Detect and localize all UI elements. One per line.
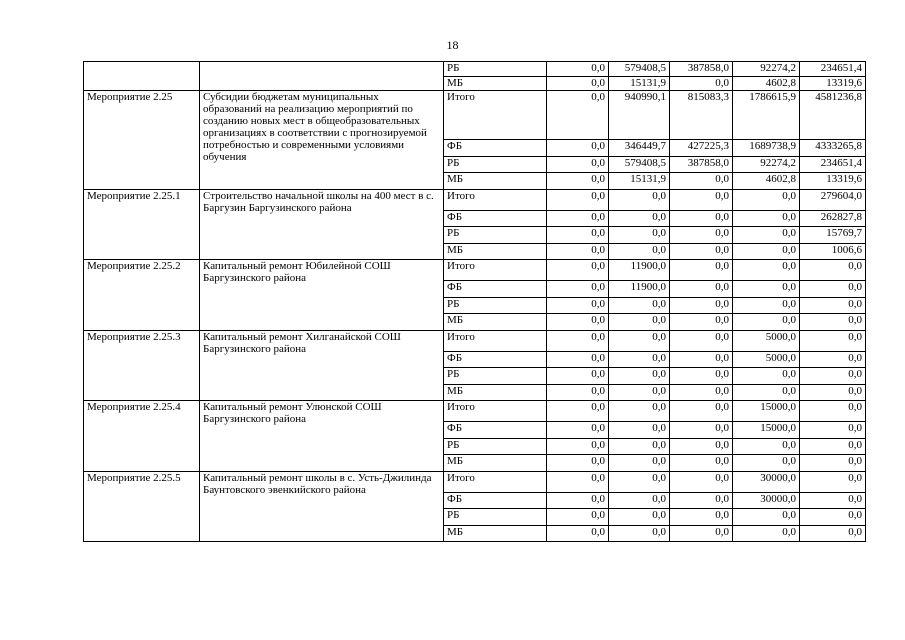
value-cell: 815083,3 (670, 91, 733, 140)
source-cell: Итого (444, 471, 547, 492)
value-cell: 940990,1 (609, 91, 670, 140)
source-cell: ФБ (444, 422, 547, 439)
value-cell: 0,0 (609, 297, 670, 314)
value-cell: 0,0 (670, 384, 733, 401)
value-cell: 30000,0 (733, 471, 800, 492)
value-cell: 427225,3 (670, 140, 733, 157)
value-cell: 15000,0 (733, 422, 800, 439)
value-cell: 4602,8 (733, 76, 800, 91)
value-cell: 0,0 (800, 384, 866, 401)
table-row (84, 62, 866, 77)
value-cell: 0,0 (547, 384, 609, 401)
value-cell: 0,0 (733, 210, 800, 227)
value-cell: 387858,0 (670, 156, 733, 173)
value-cell: 0,0 (733, 509, 800, 526)
table-row (84, 401, 866, 422)
value-cell: 0,0 (547, 76, 609, 91)
value-cell: 0,0 (733, 368, 800, 385)
source-cell: МБ (444, 76, 547, 91)
budget-table (83, 61, 866, 542)
value-cell: 0,0 (547, 297, 609, 314)
value-cell: 0,0 (800, 330, 866, 351)
value-cell: 11900,0 (609, 281, 670, 298)
value-cell: 0,0 (609, 384, 670, 401)
measure-name-cell: Капитальный ремонт школы в с. Усть-Джилинда Баунтовского эвенкийского района (200, 471, 444, 542)
value-cell: 387858,0 (670, 62, 733, 77)
value-cell: 0,0 (547, 492, 609, 509)
value-cell: 0,0 (547, 91, 609, 140)
value-cell: 0,0 (670, 401, 733, 422)
value-cell: 15131,9 (609, 173, 670, 190)
value-cell: 0,0 (547, 422, 609, 439)
value-cell: 0,0 (800, 525, 866, 542)
value-cell: 0,0 (733, 455, 800, 472)
value-cell: 0,0 (547, 368, 609, 385)
continuation-name-cell (200, 62, 444, 91)
value-cell: 0,0 (547, 330, 609, 351)
value-cell: 579408,5 (609, 156, 670, 173)
value-cell: 0,0 (547, 227, 609, 244)
value-cell: 4333265,8 (800, 140, 866, 157)
value-cell: 0,0 (670, 422, 733, 439)
measure-code-cell: Мероприятие 2.25.4 (84, 401, 200, 472)
measure-name-cell: Строительство начальной школы на 400 мест в с. Баргузин Баргузинского района (200, 189, 444, 260)
value-cell: 0,0 (670, 455, 733, 472)
measure-code-cell: Мероприятие 2.25.1 (84, 189, 200, 260)
value-cell: 0,0 (670, 492, 733, 509)
source-cell: ФБ (444, 281, 547, 298)
value-cell: 0,0 (670, 260, 733, 281)
value-cell: 0,0 (547, 156, 609, 173)
value-cell: 0,0 (670, 314, 733, 331)
value-cell: 0,0 (609, 210, 670, 227)
measure-name-cell: Капитальный ремонт Юбилейной СОШ Баргузинского района (200, 260, 444, 331)
value-cell: 0,0 (670, 76, 733, 91)
value-cell: 0,0 (609, 314, 670, 331)
source-cell: РБ (444, 156, 547, 173)
value-cell: 0,0 (609, 368, 670, 385)
value-cell: 30000,0 (733, 492, 800, 509)
value-cell: 0,0 (800, 314, 866, 331)
value-cell: 0,0 (670, 210, 733, 227)
measure-code-cell: Мероприятие 2.25 (84, 91, 200, 190)
value-cell: 0,0 (800, 455, 866, 472)
measure-name-cell: Капитальный ремонт Улюнской СОШ Баргузинского района (200, 401, 444, 472)
page-number: 18 (446, 38, 459, 52)
value-cell: 0,0 (609, 189, 670, 210)
value-cell: 0,0 (670, 189, 733, 210)
value-cell: 0,0 (609, 330, 670, 351)
value-cell: 0,0 (609, 243, 670, 260)
value-cell: 0,0 (733, 297, 800, 314)
source-cell: Итого (444, 189, 547, 210)
value-cell: 0,0 (733, 525, 800, 542)
value-cell: 0,0 (547, 210, 609, 227)
value-cell: 1786615,9 (733, 91, 800, 140)
value-cell: 0,0 (547, 438, 609, 455)
table-row (84, 260, 866, 281)
value-cell: 0,0 (670, 368, 733, 385)
value-cell: 0,0 (609, 471, 670, 492)
value-cell: 0,0 (800, 281, 866, 298)
measure-name-cell: Субсидии бюджетам муниципальных образований на реализацию мероприятий по созданию новых мест в общеобразовательных организациях в соответствии с прогнозируемой потребностью и современными условиями обучения (200, 91, 444, 190)
value-cell: 0,0 (670, 173, 733, 190)
value-cell: 0,0 (670, 330, 733, 351)
value-cell: 0,0 (609, 351, 670, 368)
value-cell: 0,0 (733, 384, 800, 401)
value-cell: 0,0 (733, 281, 800, 298)
value-cell: 0,0 (670, 509, 733, 526)
value-cell: 262827,8 (800, 210, 866, 227)
source-cell: ФБ (444, 351, 547, 368)
measure-code-cell: Мероприятие 2.25.3 (84, 330, 200, 401)
value-cell: 0,0 (547, 281, 609, 298)
value-cell: 5000,0 (733, 351, 800, 368)
value-cell: 0,0 (800, 471, 866, 492)
value-cell: 0,0 (670, 438, 733, 455)
value-cell: 0,0 (733, 314, 800, 331)
value-cell: 0,0 (670, 281, 733, 298)
source-cell: МБ (444, 525, 547, 542)
measure-code-cell: Мероприятие 2.25.2 (84, 260, 200, 331)
source-cell: РБ (444, 297, 547, 314)
value-cell: 0,0 (733, 227, 800, 244)
value-cell: 0,0 (547, 314, 609, 331)
table-row (84, 330, 866, 351)
value-cell: 0,0 (547, 173, 609, 190)
value-cell: 0,0 (800, 492, 866, 509)
source-cell: МБ (444, 173, 547, 190)
value-cell: 234651,4 (800, 62, 866, 77)
value-cell: 0,0 (547, 189, 609, 210)
value-cell: 0,0 (800, 297, 866, 314)
value-cell: 0,0 (670, 471, 733, 492)
value-cell: 0,0 (670, 525, 733, 542)
value-cell: 11900,0 (609, 260, 670, 281)
source-cell: РБ (444, 227, 547, 244)
value-cell: 0,0 (609, 422, 670, 439)
value-cell: 579408,5 (609, 62, 670, 77)
value-cell: 0,0 (609, 455, 670, 472)
continuation-code-cell (84, 62, 200, 91)
value-cell: 0,0 (609, 227, 670, 244)
value-cell: 0,0 (609, 509, 670, 526)
source-cell: МБ (444, 243, 547, 260)
measure-name-cell: Капитальный ремонт Хилганайской СОШ Баргузинского района (200, 330, 444, 401)
table-row (84, 471, 866, 492)
value-cell: 5000,0 (733, 330, 800, 351)
value-cell: 15131,9 (609, 76, 670, 91)
value-cell: 0,0 (670, 243, 733, 260)
value-cell: 0,0 (733, 260, 800, 281)
source-cell: ФБ (444, 492, 547, 509)
value-cell: 0,0 (609, 401, 670, 422)
value-cell: 0,0 (547, 455, 609, 472)
source-cell: РБ (444, 438, 547, 455)
value-cell: 234651,4 (800, 156, 866, 173)
source-cell: РБ (444, 509, 547, 526)
value-cell: 4602,8 (733, 173, 800, 190)
measure-code-cell: Мероприятие 2.25.5 (84, 471, 200, 542)
value-cell: 0,0 (609, 525, 670, 542)
value-cell: 0,0 (733, 243, 800, 260)
value-cell: 0,0 (547, 260, 609, 281)
value-cell: 0,0 (670, 297, 733, 314)
value-cell: 0,0 (670, 227, 733, 244)
source-cell: Итого (444, 401, 547, 422)
value-cell: 15000,0 (733, 401, 800, 422)
source-cell: РБ (444, 62, 547, 77)
value-cell: 0,0 (547, 62, 609, 77)
source-cell: РБ (444, 368, 547, 385)
value-cell: 1689738,9 (733, 140, 800, 157)
value-cell: 0,0 (733, 189, 800, 210)
value-cell: 4581236,8 (800, 91, 866, 140)
value-cell: 0,0 (800, 260, 866, 281)
value-cell: 0,0 (547, 351, 609, 368)
value-cell: 0,0 (800, 401, 866, 422)
value-cell: 0,0 (547, 401, 609, 422)
value-cell: 0,0 (547, 509, 609, 526)
table-row (84, 91, 866, 140)
source-cell: Итого (444, 260, 547, 281)
value-cell: 1006,6 (800, 243, 866, 260)
value-cell: 92274,2 (733, 156, 800, 173)
value-cell: 0,0 (800, 509, 866, 526)
value-cell: 0,0 (547, 140, 609, 157)
value-cell: 346449,7 (609, 140, 670, 157)
source-cell: ФБ (444, 140, 547, 157)
value-cell: 0,0 (547, 471, 609, 492)
source-cell: ФБ (444, 210, 547, 227)
value-cell: 279604,0 (800, 189, 866, 210)
value-cell: 0,0 (670, 351, 733, 368)
value-cell: 0,0 (800, 351, 866, 368)
value-cell: 0,0 (733, 438, 800, 455)
value-cell: 13319,6 (800, 76, 866, 91)
value-cell: 0,0 (547, 243, 609, 260)
source-cell: Итого (444, 91, 547, 140)
source-cell: МБ (444, 384, 547, 401)
value-cell: 15769,7 (800, 227, 866, 244)
source-cell: Итого (444, 330, 547, 351)
value-cell: 0,0 (800, 438, 866, 455)
source-cell: МБ (444, 314, 547, 331)
source-cell: МБ (444, 455, 547, 472)
value-cell: 0,0 (609, 438, 670, 455)
value-cell: 13319,6 (800, 173, 866, 190)
value-cell: 0,0 (800, 368, 866, 385)
table-row (84, 189, 866, 210)
value-cell: 92274,2 (733, 62, 800, 77)
value-cell: 0,0 (547, 525, 609, 542)
value-cell: 0,0 (800, 422, 866, 439)
value-cell: 0,0 (609, 492, 670, 509)
